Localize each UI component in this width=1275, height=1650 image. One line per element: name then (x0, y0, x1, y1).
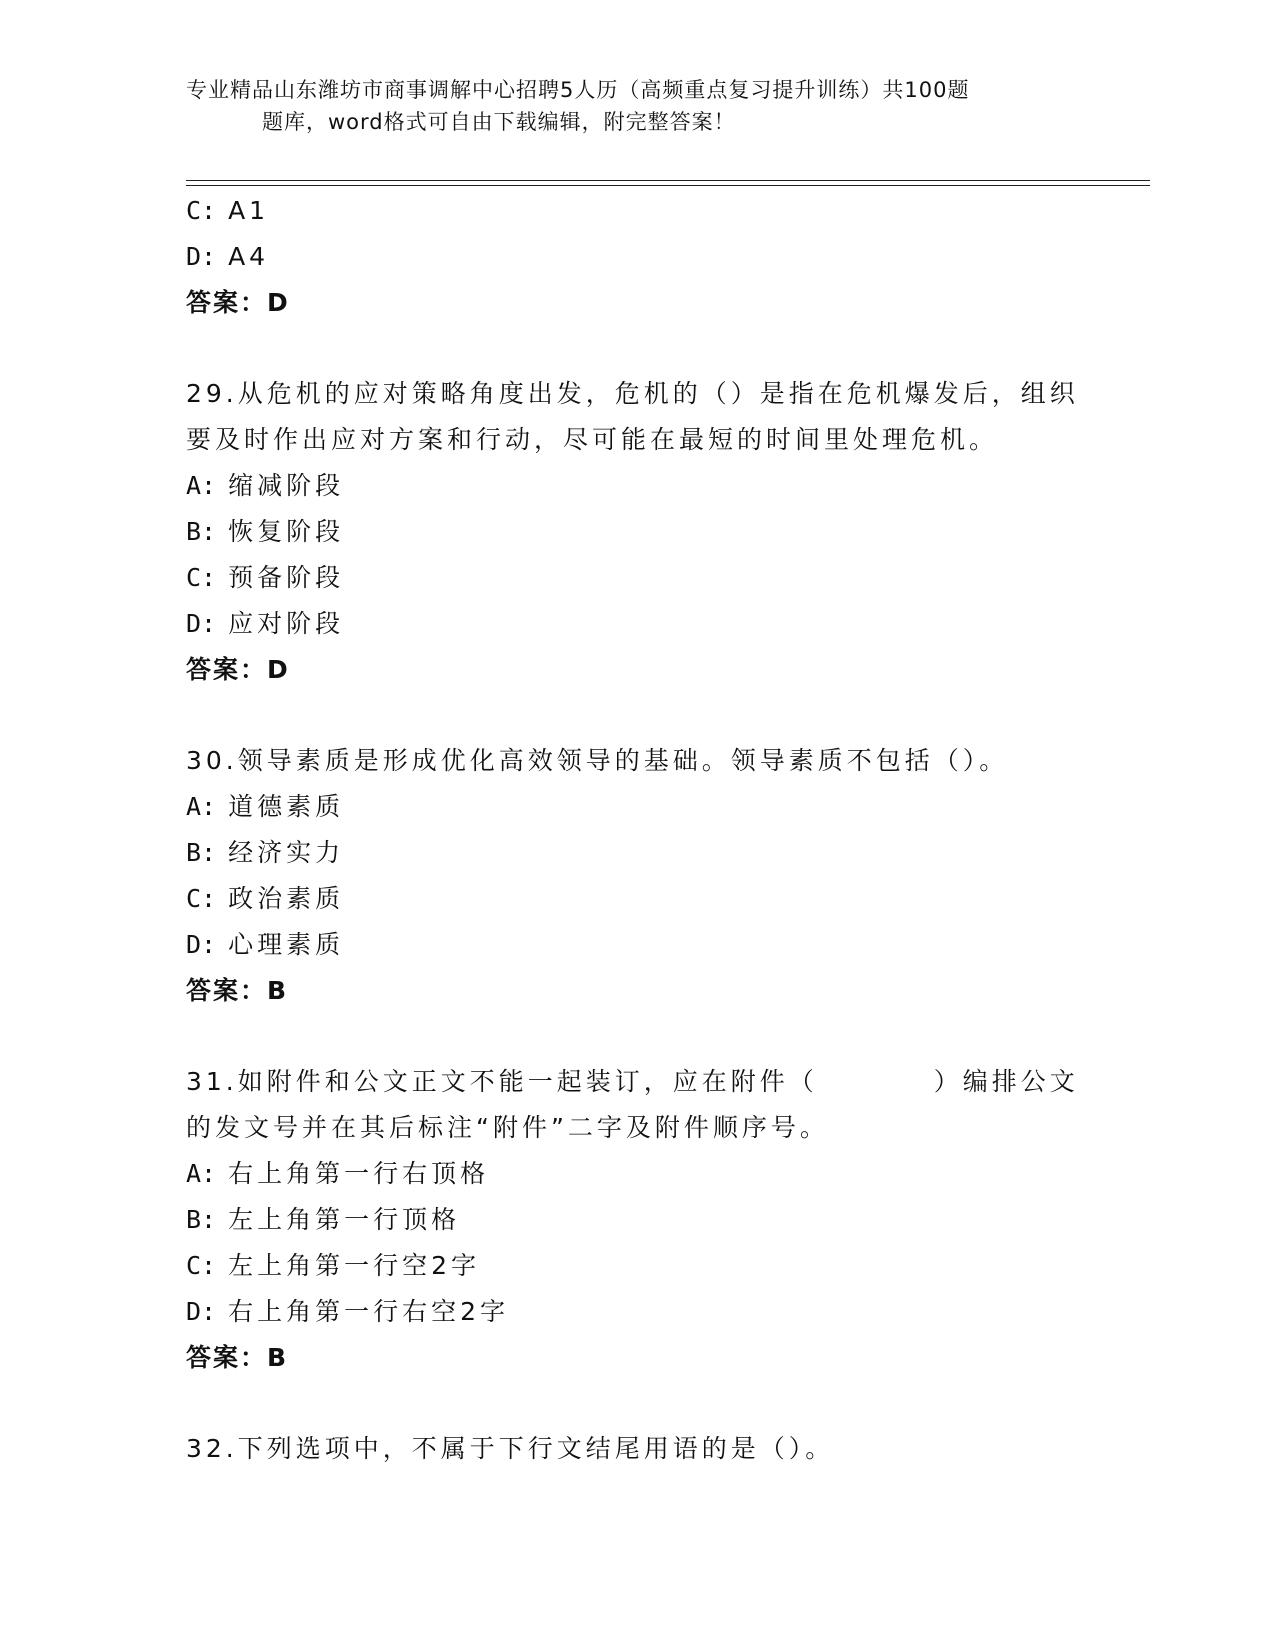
question-stem-line: 30.领导素质是形成优化高效领导的基础。领导素质不包括（）。 (186, 746, 1009, 775)
question-stem-line: 29.从危机的应对策略角度出发，危机的（）是指在危机爆发后，组织 (186, 379, 1079, 408)
option-c: C: 预备阶段 (186, 563, 345, 592)
header-title-line1: 专业精品山东潍坊市商事调解中心招聘5人历（高频重点复习提升训练）共100题 (186, 78, 970, 102)
question-stem-line: 31.如附件和公文正文不能一起装订，应在附件（ ）编排公文 (186, 1067, 1079, 1096)
document-header (186, 74, 1086, 138)
option-a: A: 右上角第一行右顶格 (186, 1159, 490, 1188)
option-b: B: 经济实力 (186, 838, 345, 867)
header-divider-bottom (186, 185, 1150, 186)
option-a: A: 道德素质 (186, 792, 345, 821)
option-b: B: 恢复阶段 (186, 517, 345, 546)
option-d: D: 心理素质 (186, 930, 345, 959)
question-stem-line: 的发文号并在其后标注“附件”二字及附件顺序号。 (186, 1113, 829, 1142)
option-d: D: A4 (186, 242, 270, 271)
option-c: C: 左上角第一行空2字 (186, 1251, 480, 1280)
option-a: A: 缩减阶段 (186, 471, 345, 500)
answer-line: 答案：D (186, 288, 290, 317)
option-b: B: 左上角第一行顶格 (186, 1205, 461, 1234)
answer-line: 答案：D (186, 655, 290, 684)
answer-line: 答案：B (186, 976, 289, 1005)
answer-line: 答案：B (186, 1343, 289, 1372)
question-stem-line: 32.下列选项中，不属于下行文结尾用语的是（）。 (186, 1434, 835, 1463)
option-d: D: 应对阶段 (186, 609, 345, 638)
question-block-28 (186, 188, 1106, 326)
option-c: C: A1 (186, 196, 270, 225)
header-title-line2: 题库，word格式可自由下载编辑，附完整答案！ (262, 110, 736, 134)
question-block-30 (186, 738, 1106, 1014)
option-d: D: 右上角第一行右空2字 (186, 1297, 509, 1326)
document-body (186, 188, 1106, 1472)
question-block-31 (186, 1059, 1106, 1381)
question-stem-line: 要及时作出应对方案和行动，尽可能在最短的时间里处理危机。 (186, 425, 999, 454)
question-block-32 (186, 1426, 1106, 1472)
header-divider-top (186, 180, 1150, 181)
option-c: C: 政治素质 (186, 884, 345, 913)
question-block-29 (186, 371, 1106, 693)
